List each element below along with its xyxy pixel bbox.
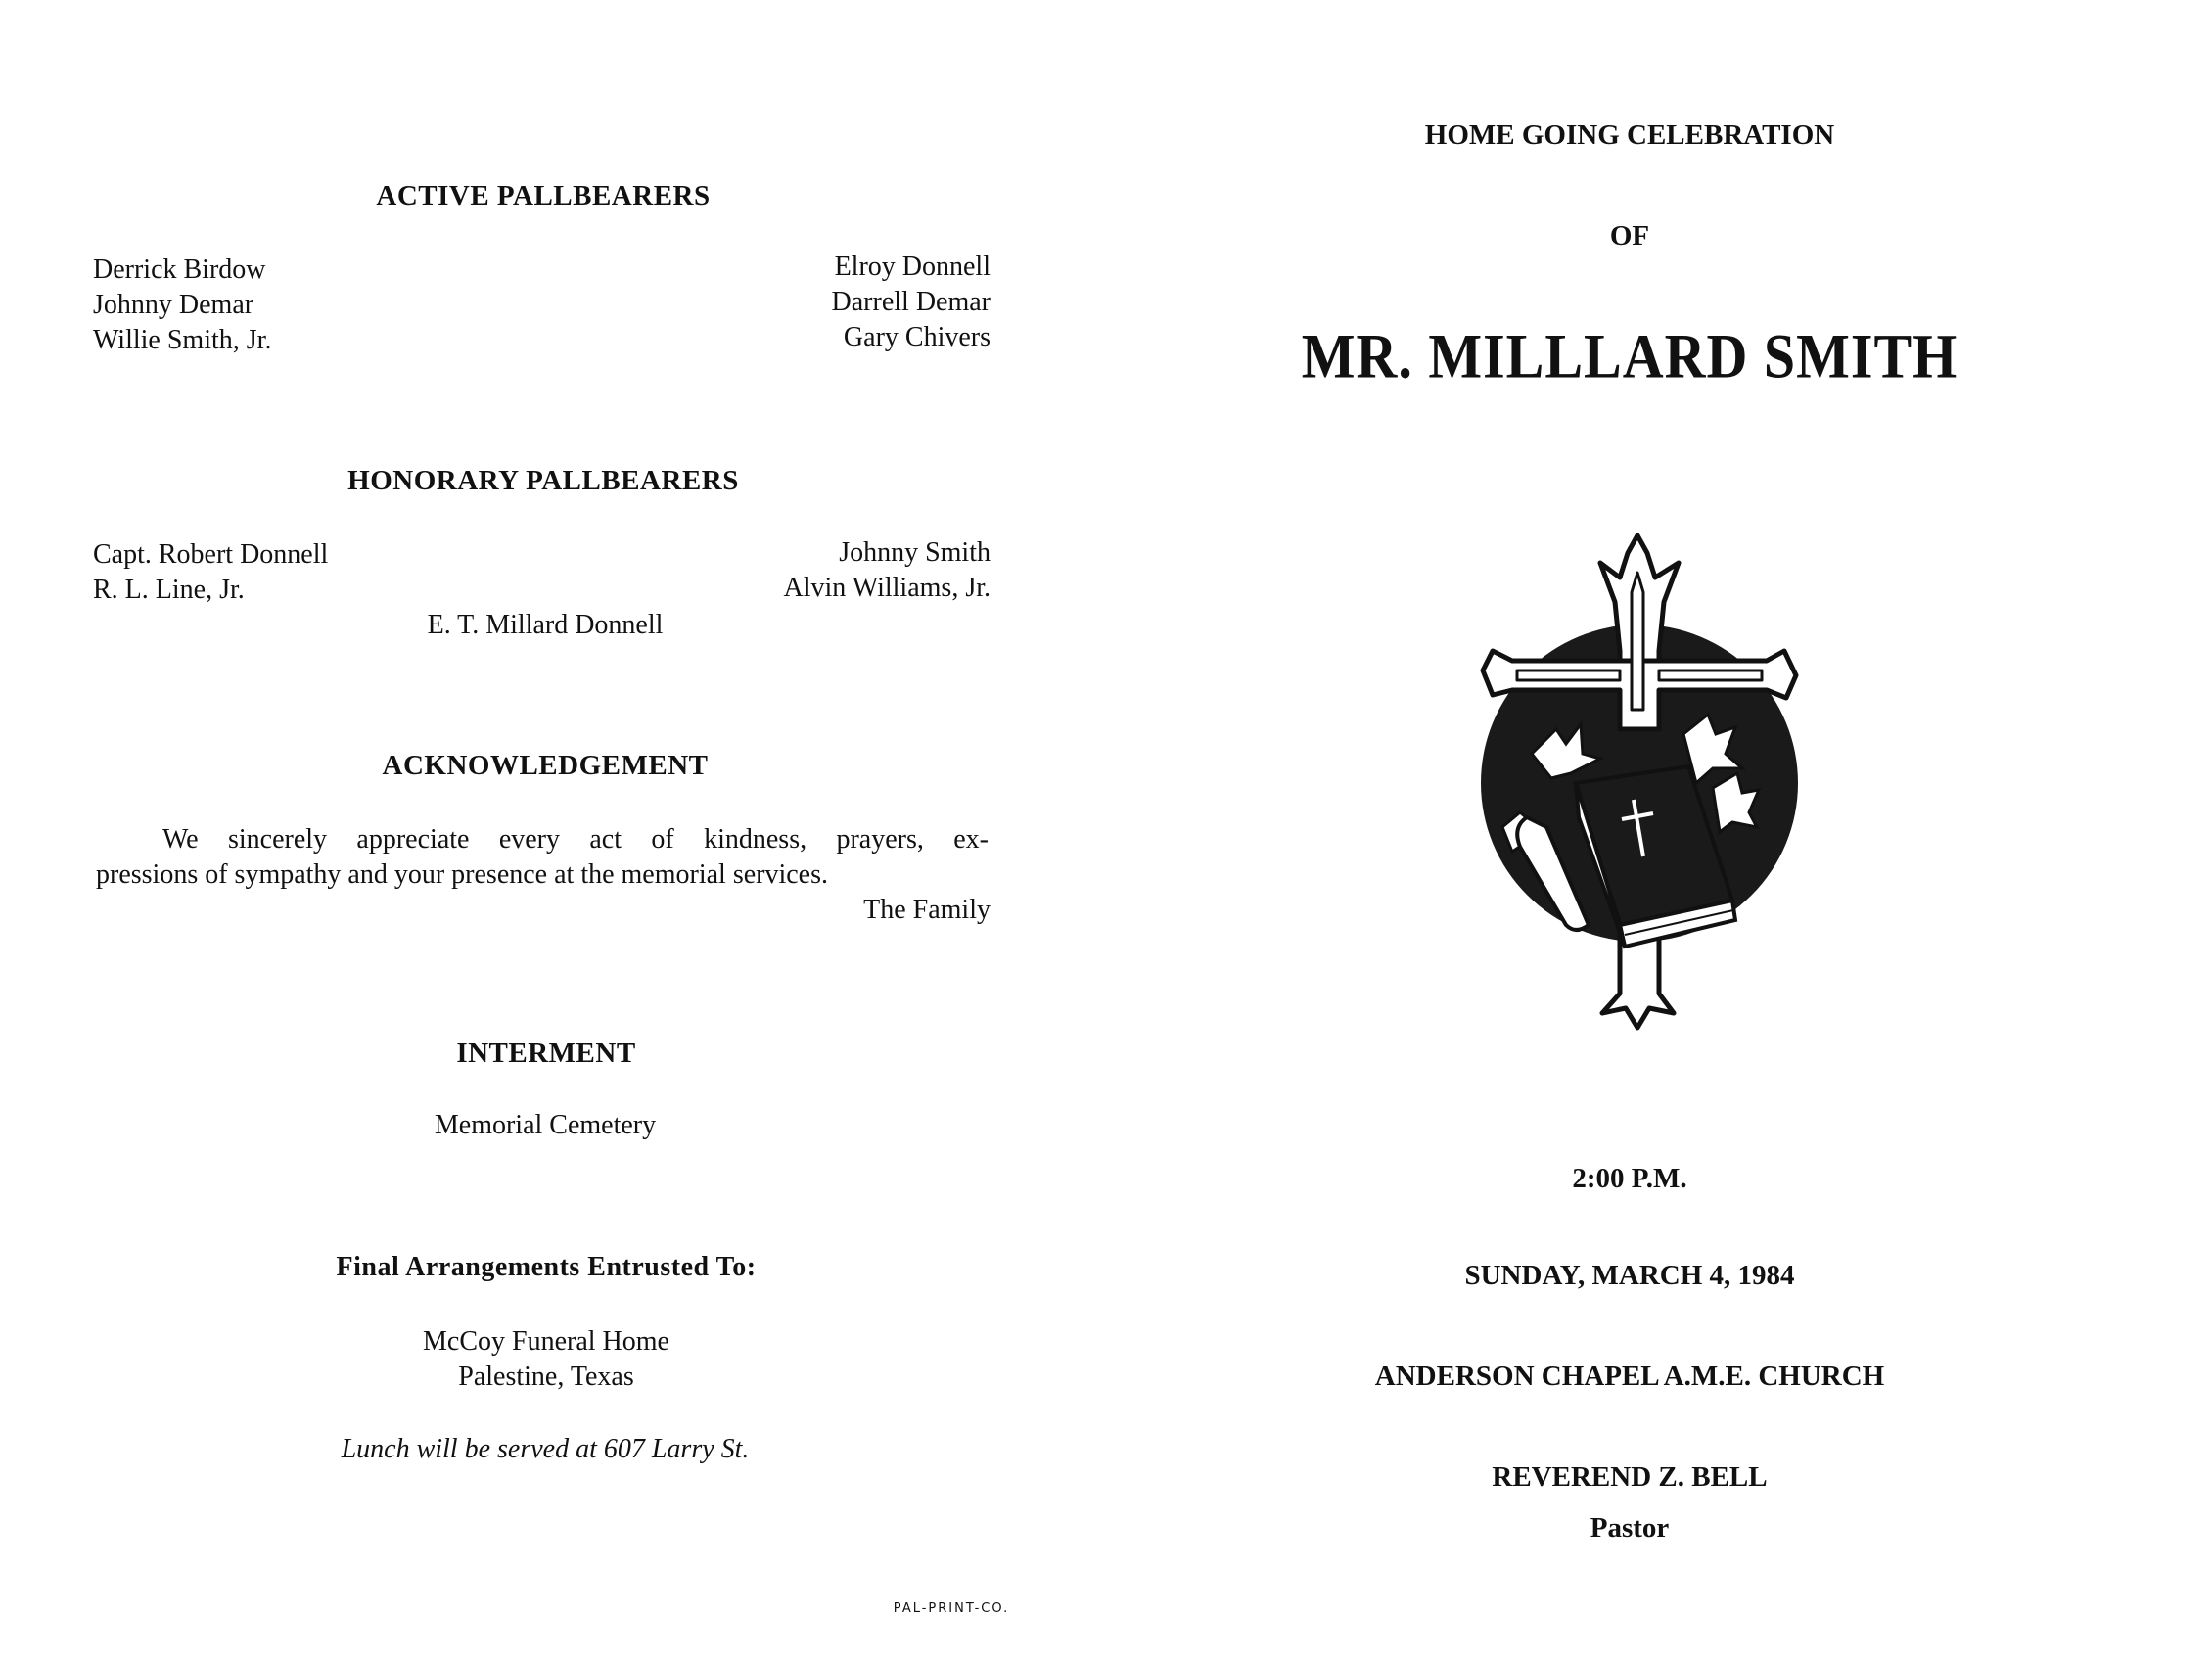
pastor-title: Pastor	[1590, 1512, 1670, 1544]
interment-heading: INTERMENT	[456, 1038, 636, 1069]
cross-bible-lilies-icon	[1473, 533, 1801, 1038]
pallbearer-name: Johnny Demar	[93, 290, 254, 320]
service-time: 2:00 P.M.	[1572, 1163, 1687, 1194]
celebration-title: HOME GOING CELEBRATION	[1424, 119, 1835, 151]
honorary-pallbearers-right-list	[784, 535, 991, 606]
pallbearer-name: Willie Smith, Jr.	[93, 325, 272, 355]
pallbearer-name: Gary Chivers	[843, 322, 991, 352]
funeral-home-name: McCoy Funeral Home	[423, 1326, 669, 1357]
printer-mark: PAL-PRINT-CO.	[893, 1601, 1010, 1616]
pallbearer-name: R. L. Line, Jr.	[93, 575, 245, 605]
pallbearer-name: Capt. Robert Donnell	[93, 539, 329, 570]
acknowledgement-line-2: pressions of sympathy and your presence at the memorial services.	[96, 859, 829, 890]
acknowledgement-line-1: We sincerely appreciate every act of kindness, prayers, ex-	[162, 824, 989, 855]
pallbearer-name: Elroy Donnell	[834, 252, 991, 282]
pallbearer-name: Alvin Williams, Jr.	[783, 573, 991, 603]
pallbearer-name: Derrick Birdow	[93, 254, 266, 285]
acknowledgement-heading: ACKNOWLEDGEMENT	[382, 750, 709, 781]
celebration-of: OF	[1609, 220, 1650, 252]
arrangements-heading: Final Arrangements Entrusted To:	[336, 1252, 757, 1282]
service-date: SUNDAY, MARCH 4, 1984	[1464, 1260, 1795, 1291]
interment-location: Memorial Cemetery	[434, 1110, 657, 1140]
honorary-pallbearer-center-name: E. T. Millard Donnell	[427, 610, 664, 640]
pastor-name: REVEREND Z. BELL	[1492, 1461, 1768, 1493]
deceased-name: MR. MILLLARD SMITH	[1301, 320, 1959, 392]
active-pallbearers-left-list	[93, 253, 271, 358]
honorary-pallbearers-left-list	[93, 537, 328, 608]
lunch-note: Lunch will be served at 607 Larry St.	[341, 1434, 750, 1464]
funeral-home-city: Palestine, Texas	[458, 1362, 634, 1392]
pallbearer-name: Darrell Demar	[831, 287, 991, 317]
honorary-pallbearers-heading: HONORARY PALLBEARERS	[347, 465, 739, 496]
pallbearer-name: Johnny Smith	[839, 537, 991, 568]
acknowledgement-signature: The Family	[863, 895, 991, 925]
active-pallbearers-heading: ACTIVE PALLBEARERS	[376, 180, 711, 211]
active-pallbearers-right-list	[832, 250, 991, 355]
church-name: ANDERSON CHAPEL A.M.E. CHURCH	[1374, 1361, 1885, 1392]
